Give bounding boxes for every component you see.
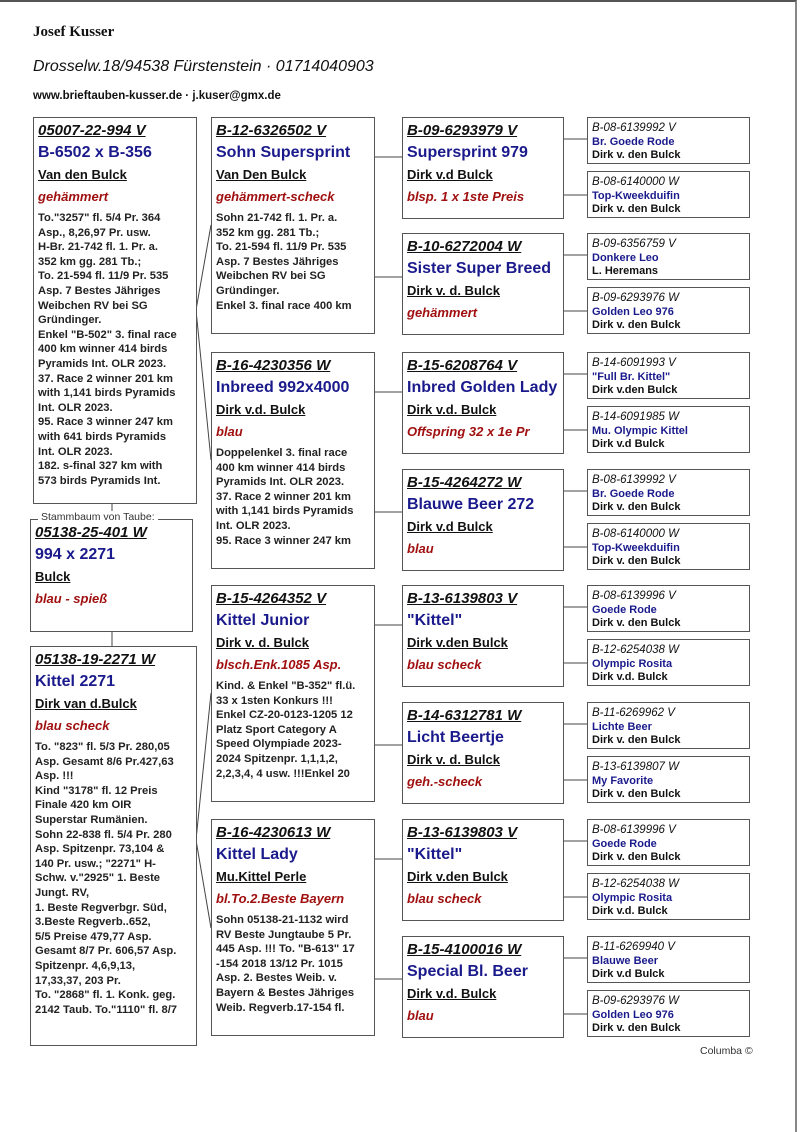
note-line: Jungt. RV, (35, 886, 90, 899)
ring-number: B-12-6254038 W (592, 878, 679, 890)
breeder-name: Dirk v.d Bulck (592, 438, 665, 450)
note-line: 140 Pr. usw.; "2271" H- (35, 857, 156, 870)
pigeon-name: Br. Goede Rode (592, 488, 675, 500)
note-line: Asp. Spitzenpr. 73,104 & (35, 843, 165, 856)
breeder-name: Van Den Bulck (216, 167, 307, 182)
pigeon-name: Lichte Beer (592, 721, 652, 733)
great-great-grandparent-box (587, 819, 750, 866)
note-line: Asp. 7 Bestes Jähriges (38, 284, 161, 297)
breeder-name: Dirk v.den Bulck (592, 384, 678, 396)
pigeon-color: blau scheck (407, 657, 482, 672)
note-line: 33 x 1sten Konkurs !!! (216, 694, 333, 707)
great-great-grandparent-box (587, 873, 750, 920)
breeder-name: Dirk v. den Bulck (592, 734, 681, 746)
note-line: To. 21-594 fl. 11/9 Pr. 535 (38, 270, 169, 283)
great-great-grandparent-box (587, 287, 750, 334)
note-line: Doppelenkel 3. final race (216, 447, 348, 459)
note-line: Weibchen RV bei SG (38, 299, 148, 312)
note-line: Kind "3178" fl. 12 Preis (35, 784, 158, 797)
note-line: To. "2868" fl. 1. Konk. geg. (35, 989, 176, 1002)
ring-number: B-10-6272004 W (407, 238, 522, 255)
ring-number: B-08-6140000 W (592, 176, 679, 188)
pigeon-name: Sohn Supersprint (216, 144, 351, 161)
grandparent-box (211, 117, 375, 334)
ring-number: B-08-6140000 W (592, 528, 679, 540)
pigeon-name: "Kittel" (407, 612, 463, 629)
breeder-name: Dirk v. d. Bulck (407, 283, 500, 298)
ring-number: B-15-4264352 V (216, 590, 327, 607)
pigeon-name: My Favorite (592, 775, 654, 787)
pigeon-color: blsch.Enk.1085 Asp. (216, 657, 342, 672)
note-line: Sohn 05138-21-1132 wird (216, 914, 349, 926)
pigeon-name: Special Bl. Beer (407, 963, 528, 980)
pigeon-name: Top-Kweekduifin (592, 190, 680, 202)
note-line: Gründinger. (216, 284, 280, 297)
pigeon-name: Kittel Lady (216, 846, 298, 863)
grandparent-box (211, 819, 375, 1036)
pigeon-name: 994 x 2271 (35, 546, 116, 563)
ring-number: B-09-6293976 W (592, 995, 679, 1007)
ring-number: B-13-6139803 V (407, 824, 518, 841)
note-line: 37. Race 2 winner 201 km (216, 490, 351, 503)
pigeon-name: Supersprint 979 (407, 144, 528, 161)
great-great-grandparent-box (587, 756, 750, 803)
breeder-name: Dirk v. den Bulck (592, 149, 681, 161)
note-line: 37. Race 2 winner 201 km (38, 372, 173, 385)
ring-number: 05007-22-994 V (38, 122, 146, 139)
great-great-grandparent-box (587, 352, 750, 399)
breeder-name: Dirk v.d Bulck (407, 519, 493, 534)
note-line: Weibchen RV bei SG (216, 270, 326, 283)
note-line: Enkel "B-502" 3. final race (38, 328, 177, 341)
pigeon-name: Kittel 2271 (35, 673, 116, 690)
breeder-name: Dirk v. den Bulck (592, 851, 681, 863)
pigeon-name: Golden Leo 976 (592, 1009, 674, 1021)
great-great-grandparent-box (587, 406, 750, 453)
breeder-name: Dirk v. d. Bulck (407, 752, 500, 767)
note-line: Enkel 3. final race 400 km (216, 299, 352, 312)
note-line: with 1,141 birds Pyramids (216, 505, 354, 518)
note-line: Spitzenpr. 4,6,9,13, (35, 959, 136, 972)
pigeon-name: Kittel Junior (216, 612, 310, 629)
breeder-name: Dirk v.d Bulck (592, 968, 665, 980)
ring-number: B-13-6139807 W (592, 761, 679, 773)
breeder-name: Bulck (35, 569, 71, 584)
note-line: 352 km gg. 281 Tb.; (216, 226, 320, 239)
note-line: Gründinger. (38, 314, 102, 327)
breeder-name: Dirk v. den Bulck (592, 501, 681, 513)
note-line: Pyramids Int. OLR 2023. (38, 357, 167, 370)
great-great-grandparent-box (587, 639, 750, 686)
note-line: 2024 Spitzenpr. 1,1,1,2, (216, 752, 338, 765)
great-grandparent-box (402, 819, 564, 921)
breeder-name: Dirk v. den Bulck (592, 617, 681, 629)
ring-number: B-08-6139992 V (592, 122, 676, 134)
pigeon-name: Goede Rode (592, 604, 657, 616)
pigeon-color: blau (407, 1008, 434, 1023)
ring-number: B-08-6139996 V (592, 824, 676, 836)
ring-number: B-09-6293976 W (592, 292, 679, 304)
pigeon-name: Inbred Golden Lady (407, 379, 558, 396)
note-line: Superstar Rumänien. (35, 813, 148, 826)
note-line: Sohn 22-838 fl. 5/4 Pr. 280 (35, 828, 172, 841)
note-line: Bayern & Bestes Jähriges (216, 986, 355, 999)
achievement-notes (38, 211, 192, 488)
note-line: 3.Beste Regverb..652, (35, 916, 151, 929)
pigeon-name: B-6502 x B-356 (38, 144, 152, 161)
ring-number: 05138-19-2271 W (35, 651, 156, 668)
achievement-notes (216, 913, 370, 1015)
pigeon-name: "Kittel" (407, 846, 463, 863)
note-line: Asp. !!! (35, 770, 74, 783)
note-line: H-Br. 21-742 fl. 1. Pr. a. (38, 241, 159, 254)
pigeon-color: blau scheck (407, 891, 482, 906)
note-line: 2142 Taub. To."1110" fl. 8/7 (35, 1003, 178, 1016)
pigeon-color: blau (407, 541, 434, 556)
note-line: 95. Race 3 winner 247 km (38, 416, 173, 429)
pigeon-name: Top-Kweekduifin (592, 542, 680, 554)
pigeon-color: Offspring 32 x 1e Pr (407, 424, 530, 439)
note-line: Speed Olympiade 2023- (216, 738, 342, 751)
breeder-name: Dirk v.den Bulck (407, 869, 508, 884)
breeder-name: Dirk v.den Bulck (407, 635, 508, 650)
note-line: To."3257" fl. 5/4 Pr. 364 (38, 212, 161, 224)
pigeon-name: "Full Br. Kittel" (592, 371, 671, 383)
great-great-grandparent-box (587, 702, 750, 749)
ring-number: B-14-6091993 V (592, 357, 676, 369)
ring-number: B-14-6091985 W (592, 411, 679, 423)
note-line: 400 km winner 414 birds (38, 343, 168, 356)
pigeon-color: geh.-scheck (407, 774, 483, 789)
ring-number: B-13-6139803 V (407, 590, 518, 607)
pigeon-color: bl.To.2.Beste Bayern (216, 891, 345, 906)
breeder-name: Dirk v.d Bulck (407, 167, 493, 182)
breeder-name: Dirk v.d. Bulck (592, 905, 668, 917)
ring-number: B-16-4230613 W (216, 824, 331, 841)
dam-box (30, 646, 197, 1046)
ring-number: B-16-4230356 W (216, 357, 331, 374)
great-grandparent-box (402, 117, 564, 219)
great-grandparent-box (402, 585, 564, 687)
owner-name: Josef Kusser (33, 24, 115, 40)
pigeon-name: Sister Super Breed (407, 260, 552, 277)
pigeon-name: Olympic Rosita (592, 658, 673, 670)
grandparent-box (211, 585, 375, 802)
ring-number: B-15-6208764 V (407, 357, 518, 374)
note-line: -154 2018 13/12 Pr. 1015 (216, 957, 343, 970)
ring-number: B-09-6356759 V (592, 238, 676, 250)
ring-number: B-15-4264272 W (407, 474, 522, 491)
note-line: Gesamt 8/7 Pr. 606,57 Asp. (35, 945, 177, 958)
note-line: Asp., 8,26,97 Pr. usw. (38, 226, 151, 239)
pigeon-color: blau scheck (35, 718, 110, 733)
achievement-notes (35, 740, 192, 1017)
note-line: Int. OLR 2023. (38, 401, 113, 414)
pigeon-name: Mu. Olympic Kittel (592, 425, 688, 437)
pigeon-name: Golden Leo 976 (592, 306, 674, 318)
pigeon-name: Inbreed 992x4000 (216, 379, 350, 396)
note-line: 95. Race 3 winner 247 km (216, 534, 351, 547)
achievement-notes (216, 446, 370, 548)
great-grandparent-box (402, 702, 564, 804)
breeder-name: Dirk v. den Bulck (592, 203, 681, 215)
note-line: To. 21-594 fl. 11/9 Pr. 535 (216, 241, 347, 254)
breeder-name: Van den Bulck (38, 167, 127, 182)
great-grandparent-box (402, 352, 564, 454)
note-line: with 1,141 birds Pyramids (38, 387, 176, 400)
pigeon-name: Donkere Leo (592, 252, 659, 264)
great-great-grandparent-box (587, 585, 750, 632)
note-line: Enkel CZ-20-0123-1205 12 (216, 709, 353, 722)
note-line: 2,2,3,4, 4 usw. !!!Enkel 20 (216, 767, 350, 780)
ring-number: 05138-25-401 W (35, 524, 147, 541)
pigeon-color: gehämmert (407, 305, 478, 320)
breeder-name: Dirk v. den Bulck (592, 788, 681, 800)
breeder-name: Dirk v.d. Bulck (407, 986, 497, 1001)
note-line: 573 birds Pyramids Int. (38, 474, 161, 487)
great-great-grandparent-box (587, 990, 750, 1037)
breeder-name: Dirk v.d. Bulck (407, 402, 497, 417)
great-great-grandparent-box (587, 117, 750, 164)
achievement-notes (216, 679, 370, 781)
subject-box (30, 519, 193, 632)
ring-number: B-08-6139992 V (592, 474, 676, 486)
note-line: Asp. 2. Bestes Weib. v. (216, 972, 337, 985)
achievement-notes (216, 211, 370, 313)
great-great-grandparent-box (587, 233, 750, 280)
pigeon-name: Licht Beertje (407, 729, 504, 746)
breeder-name: Dirk v. d. Bulck (216, 635, 309, 650)
pigeon-color: gehämmert-scheck (216, 189, 335, 204)
note-line: Schw. v."2925" 1. Beste (35, 872, 161, 885)
note-line: Finale 420 km OIR (35, 799, 132, 812)
note-line: 1. Beste Regverbgr. Süd, (35, 901, 167, 914)
ring-number: B-09-6293979 V (407, 122, 518, 139)
great-great-grandparent-box (587, 171, 750, 218)
note-line: 182. s-final 327 km with (38, 460, 163, 473)
ring-number: B-15-4100016 W (407, 941, 522, 958)
great-grandparent-box (402, 936, 564, 1038)
copyright-footer: Columba © (700, 1045, 753, 1057)
breeder-name: Dirk v.d. Bulck (592, 671, 668, 683)
breeder-name: Dirk v. den Bulck (592, 319, 681, 331)
note-line: 400 km winner 414 birds (216, 461, 346, 474)
ring-number: B-14-6312781 W (407, 707, 522, 724)
note-line: Int. OLR 2023. (38, 445, 113, 458)
ring-number: B-12-6254038 W (592, 644, 679, 656)
breeder-name: L. Heremans (592, 265, 659, 277)
pigeon-color: blau - spieß (35, 591, 108, 606)
great-grandparent-box (402, 469, 564, 571)
great-grandparent-box (402, 233, 564, 335)
note-line: Weib. Regverb.17-154 fl. (216, 1001, 345, 1014)
pigeon-color: gehämmert (38, 189, 109, 204)
note-line: 445 Asp. !!! To. "B-613" 17 (216, 943, 355, 956)
ring-number: B-11-6269940 V (592, 941, 675, 953)
pigeon-color: blau (216, 424, 243, 439)
great-great-grandparent-box (587, 936, 750, 983)
note-line: Asp. 7 Bestes Jähriges (216, 255, 339, 268)
note-line: RV Beste Jungtaube 5 Pr. (216, 928, 352, 941)
note-line: Pyramids Int. OLR 2023. (216, 476, 345, 489)
note-line: Int. OLR 2023. (216, 519, 291, 532)
grandparent-box (211, 352, 375, 569)
stammbaum-legend: Stammbaum von Taube: (38, 511, 158, 523)
ring-number: B-12-6326502 V (216, 122, 327, 139)
breeder-name: Mu.Kittel Perle (216, 869, 307, 884)
breeder-name: Dirk v. den Bulck (592, 555, 681, 567)
pigeon-name: Blauwe Beer 272 (407, 496, 535, 513)
note-line: Sohn 21-742 fl. 1. Pr. a. (216, 212, 338, 224)
note-line: with 641 birds Pyramids (38, 430, 167, 443)
note-line: 17,33,37, 203 Pr. (35, 974, 121, 987)
sire-box (33, 117, 197, 504)
note-line: 352 km gg. 281 Tb.; (38, 255, 142, 268)
breeder-name: Dirk v.d. Bulck (216, 402, 306, 417)
breeder-name: Dirk v. den Bulck (592, 1022, 681, 1034)
note-line: 5/5 Preise 479,77 Asp. (35, 930, 152, 943)
pigeon-name: Br. Goede Rode (592, 136, 675, 148)
great-great-grandparent-box (587, 469, 750, 516)
owner-web-email: www.brieftauben-kusser.de · j.kuser@gmx.de (33, 90, 281, 102)
note-line: Kind. & Enkel "B-352" fl.ü. (216, 680, 356, 692)
note-line: Platz Sport Category A (216, 723, 337, 736)
great-great-grandparent-box (587, 523, 750, 570)
ring-number: B-08-6139996 V (592, 590, 676, 602)
note-line: Asp. Gesamt 8/6 Pr.427,63 (35, 755, 174, 768)
note-line: To. "823" fl. 5/3 Pr. 280,05 (35, 741, 170, 753)
pigeon-name: Goede Rode (592, 838, 657, 850)
owner-address: Drosselw.18/94538 Fürstenstein · 01714040903 (33, 58, 374, 75)
pigeon-name: Olympic Rosita (592, 892, 673, 904)
pigeon-name: Blauwe Beer (592, 955, 659, 967)
pigeon-color: blsp. 1 x 1ste Preis (407, 189, 525, 204)
breeder-name: Dirk van d.Bulck (35, 696, 137, 711)
ring-number: B-11-6269962 V (592, 707, 675, 719)
